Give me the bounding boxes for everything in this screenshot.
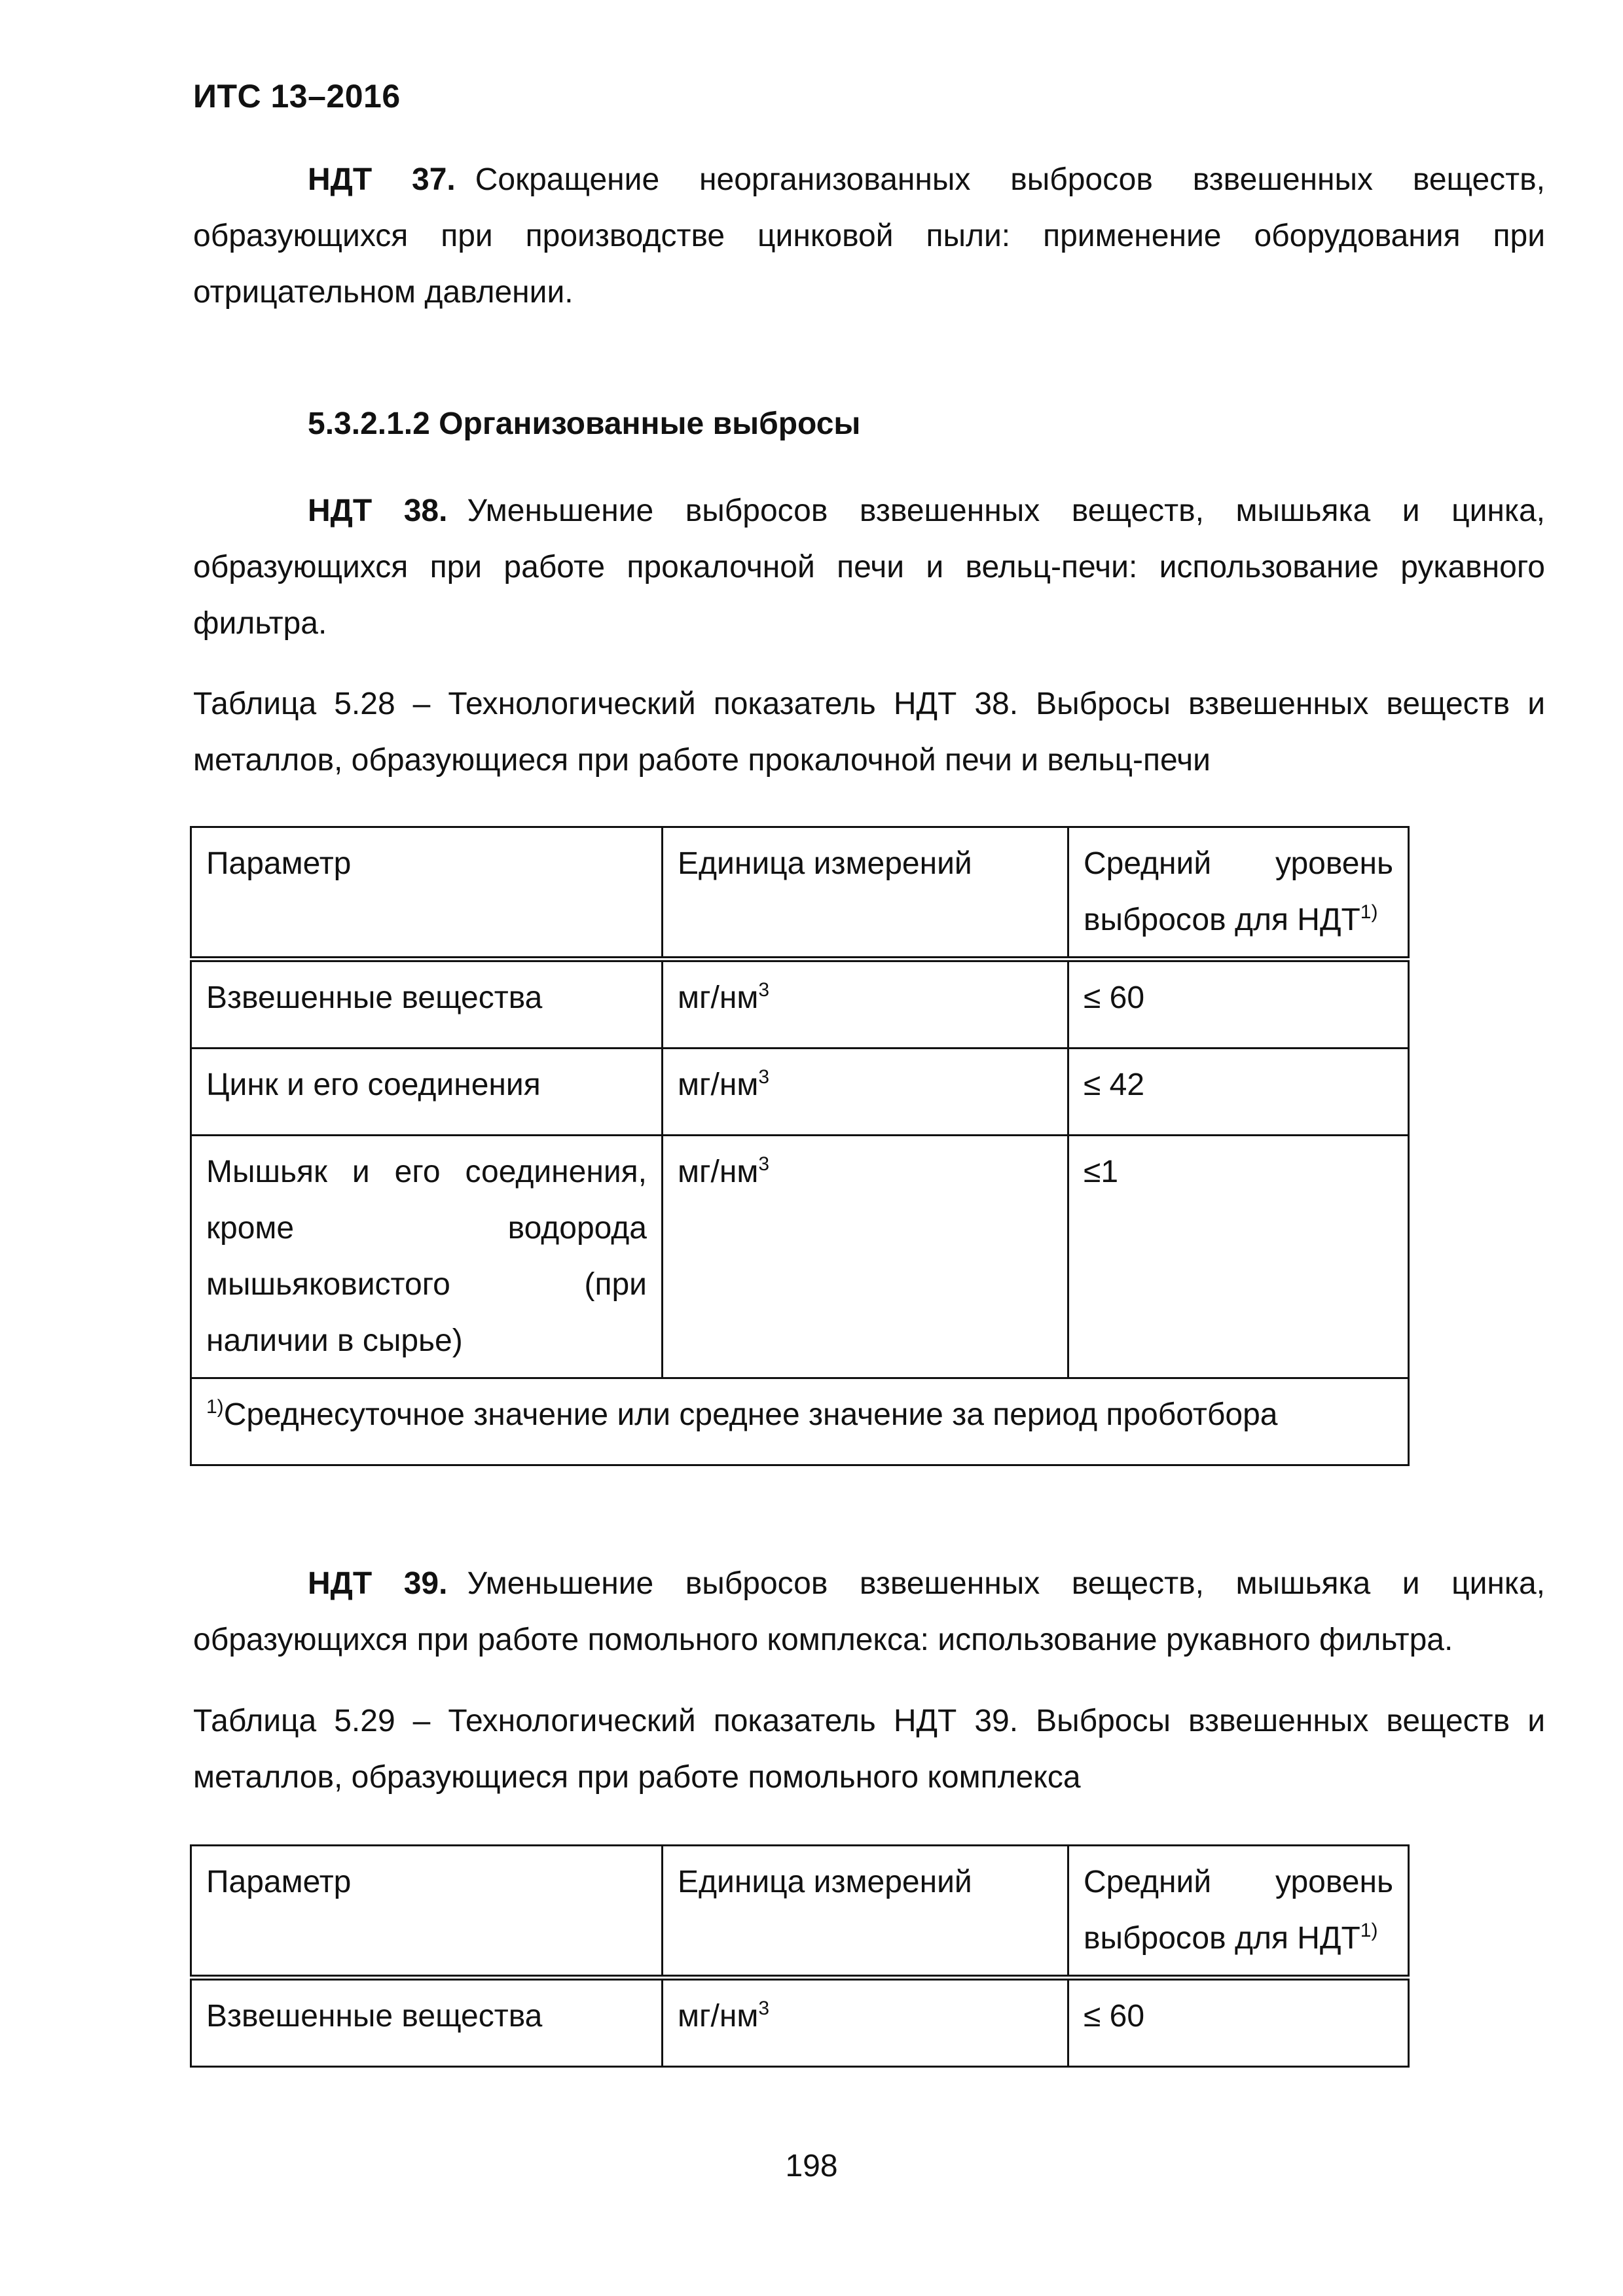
table1-header-level-line1: Средний уровень bbox=[1084, 846, 1393, 881]
table1-row2-unit bbox=[663, 1049, 1068, 1136]
unit-sup: 3 bbox=[758, 1153, 770, 1175]
table-row bbox=[191, 1978, 1409, 2067]
table1-header-unit: Единица измерений bbox=[663, 827, 1068, 960]
table1-footnote-row bbox=[191, 1378, 1409, 1465]
table2-header-level-line2-wrap bbox=[1084, 1910, 1393, 1967]
unit-text: мг/нм bbox=[678, 1999, 759, 2034]
unit-text: мг/нм bbox=[678, 1155, 759, 1189]
table2-header-level bbox=[1068, 1846, 1409, 1978]
table1-header-row bbox=[191, 827, 1409, 960]
table1 bbox=[190, 826, 1410, 1466]
table1-header-level-line2: выбросов для НДТ bbox=[1084, 903, 1360, 937]
table2-row1-value: ≤ 60 bbox=[1068, 1978, 1409, 2067]
table1-footnote bbox=[191, 1378, 1409, 1465]
table1-row2-param: Цинк и его соединения bbox=[191, 1049, 663, 1136]
unit-sup: 3 bbox=[758, 1066, 770, 1088]
table-row bbox=[191, 1049, 1409, 1136]
table1-caption: Таблица 5.28 – Технологический показатель НДТ 38. Выбросы взвешенных веществ и металлов, образующиеся при работе прокалочной печи и вельц-печи bbox=[193, 687, 1545, 778]
table-row bbox=[191, 960, 1409, 1049]
ndt39-label: НДТ 39. bbox=[308, 1566, 448, 1601]
ndt37-paragraph bbox=[193, 152, 1545, 321]
table2-caption: Таблица 5.29 – Технологический показатель НДТ 39. Выбросы взвешенных веществ и металлов, образующиеся при работе помольного комплекса bbox=[193, 1704, 1545, 1795]
table1-row3-unit bbox=[663, 1136, 1068, 1378]
table2-header-unit: Единица измерений bbox=[663, 1846, 1068, 1978]
table2-row1-unit bbox=[663, 1978, 1068, 2067]
table1-row3-value: ≤1 bbox=[1068, 1136, 1409, 1378]
table1-header-param: Параметр bbox=[191, 827, 663, 960]
document-code-header: ИТС 13–2016 bbox=[193, 78, 401, 115]
unit-sup: 3 bbox=[758, 1998, 770, 2019]
table2-row1-param: Взвешенные вещества bbox=[191, 1978, 663, 2067]
table1-row3-param: Мышьяк и его соединения, кроме водорода мышьяковистого (при наличии в сырье) bbox=[191, 1136, 663, 1378]
table1-footnote-sup: 1) bbox=[206, 1396, 224, 1418]
ndt38-paragraph bbox=[193, 483, 1545, 652]
ndt38-label: НДТ 38. bbox=[308, 493, 448, 528]
ndt37-text: Сокращение неорганизованных выбросов взвешенных веществ, образующихся при производстве цинковой пыли: применение оборудования при отрицательном давлении. bbox=[193, 162, 1545, 310]
unit-sup: 3 bbox=[758, 979, 770, 1001]
ndt37-label: НДТ 37. bbox=[308, 162, 456, 197]
table2-header-level-line1: Средний уровень bbox=[1084, 1865, 1393, 1899]
table1-row1-param: Взвешенные вещества bbox=[191, 960, 663, 1049]
table-row bbox=[191, 1136, 1409, 1378]
table2-header-level-sup: 1) bbox=[1360, 1920, 1378, 1941]
table1-row1-value: ≤ 60 bbox=[1068, 960, 1409, 1049]
page-number: 198 bbox=[785, 2149, 838, 2183]
section-heading: 5.3.2.1.2 Организованные выбросы bbox=[308, 406, 861, 441]
unit-text: мг/нм bbox=[678, 980, 759, 1015]
ndt39-paragraph bbox=[193, 1556, 1545, 1668]
table2-header-param: Параметр bbox=[191, 1846, 663, 1978]
table2-header-row bbox=[191, 1846, 1409, 1978]
table1-header-level-line2-wrap bbox=[1084, 892, 1393, 948]
table2 bbox=[190, 1844, 1410, 2068]
ndt38-text: Уменьшение выбросов взвешенных веществ, мышьяка и цинка, образующихся при работе прокалочной печи и вельц-печи: использование рукавного фильтра. bbox=[193, 493, 1545, 641]
table1-header-level-sup: 1) bbox=[1360, 901, 1378, 923]
table1-header-level bbox=[1068, 827, 1409, 960]
table1-footnote-text: Среднесуточное значение или среднее значение за период проботбора bbox=[223, 1397, 1278, 1432]
table1-row2-value: ≤ 42 bbox=[1068, 1049, 1409, 1136]
table2-header-level-line2: выбросов для НДТ bbox=[1084, 1921, 1360, 1956]
unit-text: мг/нм bbox=[678, 1067, 759, 1102]
ndt39-text: Уменьшение выбросов взвешенных веществ, мышьяка и цинка, образующихся при работе помольного комплекса: использование рукавного фильтра. bbox=[193, 1566, 1545, 1657]
table1-row1-unit bbox=[663, 960, 1068, 1049]
